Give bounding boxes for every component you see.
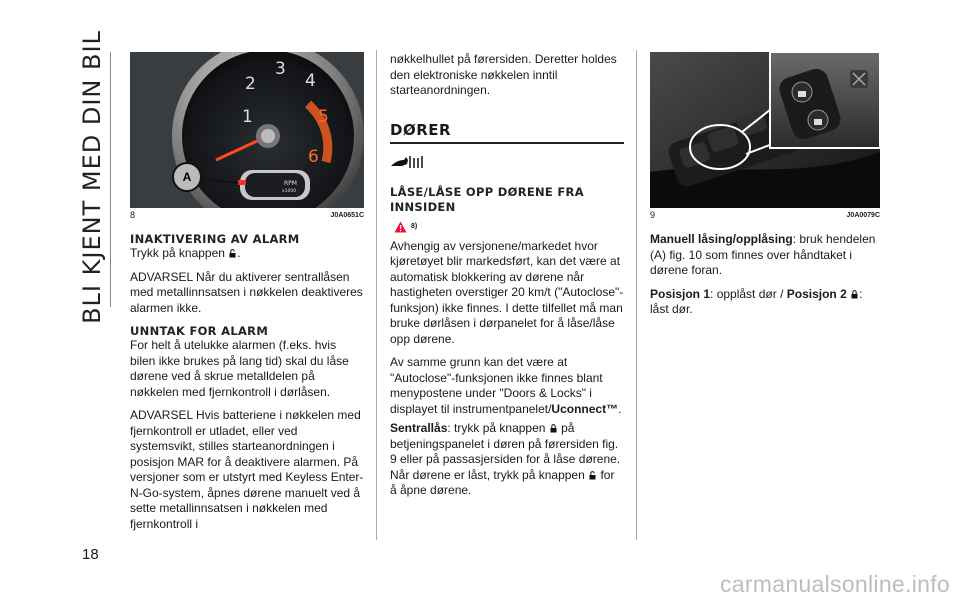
unlock-icon [229,249,236,258]
watermark: carmanualsonline.info [719,571,950,597]
heading-lock-inside: LÅSE/LÅSE OPP DØRENE FRA INNSIDEN [390,184,584,214]
gauge-number: 1 [242,107,253,127]
figure-number: 9 [650,210,656,220]
paragraph-warning-2: ADVARSEL Hvis batteriene i nøkkelen med fjernkontroll er utladet, eller ved systemsvikt, stilles starteanordningen i posisjon MAR for å deaktivere alarmen. På versjoner som er utstyrt med Keyless Enter-N-Go-system, åpnes dørene manuelt ved å sette metallinnsatsen i nøkkelen med fjernkontroll i [130,408,364,531]
figure-8-gauge [130,52,364,208]
unlock-icon [589,471,596,480]
figure-code: J0A0079C [846,212,880,219]
paragraph-autoclose: Avhengig av versjonene/markedet hvor kjøretøyet blir markedsført, kan det være at automatisk blokkering av dørene når hastigheten overstiger 20 km/t ("Autoclose"-funksjon) ikke finnes. I dette tilfellet må man bruke dørlåsen i dørpanelet for å låse/låse opp dørene. [390,238,624,346]
paragraph-same-reason: Av samme grunn kan det være at "Autoclose"-funksjonen ikke finnes blant menypostene under "Doors & Locks" i displayet til instrumentpanelet/Uconnect™. [390,355,622,416]
paragraph-central-lock: Sentrallås: trykk på knappen på betjeningspanelet i døren på førersiden fig. 9 eller på passasjersiden for å låse dørene. Når dørene er låst, trykk på knappen for å åpne dørene. [390,421,621,497]
door-lock-panel-image [650,52,880,208]
gauge-number: 3 [275,59,286,79]
paragraph-continued: nøkkelhullet på førersiden. Deretter holdes den elektroniske nøkkelen inntil starteanordningen. [390,52,617,97]
column-divider [376,50,377,540]
lock-icon [851,290,858,299]
heading-exception: UNNTAK FOR ALARM [130,324,269,338]
paragraph-manual-lock: Manuell låsing/opplåsing: bruk hendelen (A) fig. 10 som finnes over håndtaket i dørene foran. [650,232,876,277]
heading-rule [390,142,624,144]
gauge-number: 6 [308,147,319,167]
rpm-label: RPM [284,180,297,187]
page-number: 18 [82,546,99,563]
warning-triangle-icon [394,221,407,233]
chapter-title-text: BLI KJENT MED DIN BIL [78,30,106,324]
figure-number: 8 [130,210,136,220]
heading-inactivation: INAKTIVERING AV ALARM [130,232,300,246]
figure-callout-a: A [172,162,202,192]
figure-code: J0A0651C [330,212,364,219]
gauge-number: 2 [245,74,256,94]
tachometer-image [130,52,364,208]
lock-icon [550,424,557,433]
column-3 [650,52,880,326]
paragraph-warning-1: ADVARSEL Når du aktiverer sentrallåsen med metallinnsatsen i nøkkelen deaktiveres alarmen ikke. [130,269,363,315]
gauge-number: 5 [318,107,329,127]
figure-caption [130,210,364,220]
warning-note-ref: 8) [411,223,418,230]
paragraph-positions: Posisjon 1: opplåst dør / Posisjon 2 : låst dør. [650,286,863,316]
gauge-number: 4 [305,71,316,91]
chapter-title [72,30,112,324]
paragraph-exception: For helt å utelukke alarmen (f.eks. hvis bilen ikke brukes på lang tid) skal du låse dørene ved å skrue metalldelen på nøkkelen med fjernkontroll i dørlåsen. [130,338,349,399]
warning-note [394,221,624,233]
column-divider [636,50,637,540]
position-2-label: Posisjon 2 [786,286,847,301]
manual-lock-label: Manuell låsing/opplåsing [650,232,793,246]
figure-caption [650,210,880,220]
uconnect-label: Uconnect™ [551,401,619,416]
chapter-divider [110,52,111,307]
heading-doors: DØRER [390,120,452,139]
column-2 [390,52,624,507]
position-1-label: Posisjon 1 [650,286,711,301]
central-lock-label: Sentrallås [390,421,448,435]
paragraph-press-button: Trykk på knappen . [130,246,241,260]
door-hand-icon [390,154,624,175]
column-1 [130,52,364,540]
figure-9-door-panel [650,52,880,208]
rpm-sub-label: x1000 [282,189,297,194]
